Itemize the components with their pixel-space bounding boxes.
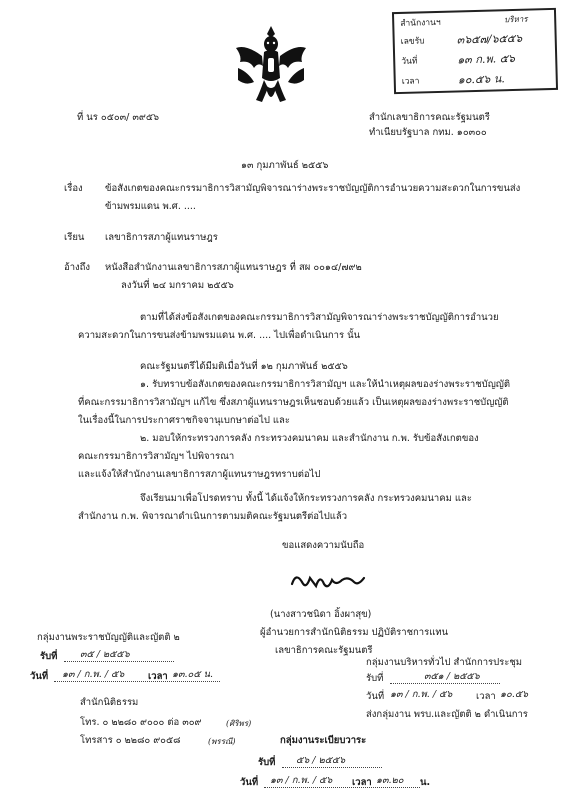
stamp-receipt-label: เลขรับ (400, 36, 425, 47)
right-stamp-title: กลุ่มงานบริหารทั่วไป สำนักการประชุม (366, 657, 523, 668)
bottom-stamp-title: กลุ่มงานระเบียบวาระ (280, 735, 367, 746)
left-stamp-recv-value: ๓๕ / ๒๕๕๖ (80, 649, 130, 660)
signer-title-line-1: ผู้อำนวยการสำนักนิติธรรม ปฏิบัติราชการแทน (260, 627, 449, 638)
left-stamp-date-line (54, 681, 220, 682)
stamp-date-value: ๑๓ ก.พ. ๕๖ (457, 51, 516, 67)
right-stamp-recv-value: ๓๕๑ / ๒๕๕๖ (424, 671, 480, 682)
garuda-emblem-icon (232, 22, 310, 112)
left-stamp-time-label: เวลา (148, 671, 168, 682)
footer-fax: โทรสาร ๐ ๒๒๘๐ ๙๐๕๘ (80, 735, 181, 746)
left-stamp-recv-label: รับที่ (40, 651, 58, 662)
right-stamp-recv-line (390, 683, 500, 684)
stamp-office: สำนักงานฯ (400, 17, 441, 29)
bottom-stamp-date-value: ๑๓ / ก.พ. / ๕๖ (270, 775, 333, 786)
stamp-time-value: ๑๐.๕๖ น. (457, 72, 505, 87)
subject-line-2: ข้ามพรมแดน พ.ศ. .... (105, 201, 196, 212)
bottom-stamp-date-label: วันที่ (240, 777, 259, 788)
body-paragraph-1-line-2: ความสะดวกในการขนส่งข้ามพรมแดน พ.ศ. .... ไปเพื่อดำเนินการ นั้น (78, 330, 361, 341)
agency-name: สำนักเลขาธิการคณะรัฐมนตรี (369, 112, 490, 123)
bottom-stamp-date-line (264, 787, 420, 788)
stamp-date-label: วันที่ (401, 56, 418, 67)
stamp-receipt-no: ๓๖๕๗/๖๕๕๖ (456, 31, 523, 47)
footer-tel-note: (ศิริพร) (226, 719, 252, 728)
item-2-line-1: ๒. มอบให้กระทรวงการคลัง กระทรวงคมนาคม และสำนักงาน ก.พ. รับข้อสังเกตของ (140, 433, 479, 444)
bottom-stamp-recv-label: รับที่ (258, 757, 276, 768)
right-stamp-date-value: ๑๓ / ก.พ. / ๕๖ (390, 689, 453, 700)
body-paragraph-3-line-2: สำนักงาน ก.พ. พิจารณาดำเนินการตามมติคณะรัฐมนตรีต่อไปแล้ว (78, 511, 348, 522)
bottom-stamp-time-value: ๑๓.๒๐ (376, 775, 404, 786)
item-2-line-2: คณะกรรมาธิการวิสามัญฯ ไปพิจารณา (78, 451, 235, 462)
bottom-stamp-recv-line (282, 767, 382, 768)
right-stamp-time-label: เวลา (476, 691, 496, 702)
letter-date: ๑๓ กุมภาพันธ์ ๒๕๕๖ (241, 160, 329, 171)
left-stamp-date-label: วันที่ (30, 671, 49, 682)
stamp-office-tag: บริหาร (504, 14, 528, 25)
left-stamp-time-value: ๑๓.๐๕ น. (172, 669, 214, 680)
bottom-stamp-time-unit: น. (420, 777, 431, 788)
right-stamp-forward: ส่งกลุ่มงาน พรบ.และญัตติ ๒ ดำเนินการ (366, 709, 528, 720)
signer-title-line-2: เลขาธิการคณะรัฐมนตรี (275, 645, 373, 656)
item-1-line-2: ที่คณะกรรมาธิการวิสามัญฯ แก้ไข ซึ่งสภาผู้แทนราษฎรเห็นชอบด้วยแล้ว เป็นเหตุผลของร่างพระราชบัญญัติ (78, 397, 509, 408)
reference-line-1: หนังสือสำนักงานเลขาธิการสภาผู้แทนราษฎร ที่ สผ ๐๐๑๔/๗๙๒ (105, 262, 362, 273)
left-stamp-date-value: ๑๓ / ก.พ. / ๕๖ (62, 669, 125, 680)
reference-line-2: ลงวันที่ ๒๔ มกราคม ๒๕๕๖ (121, 280, 234, 291)
left-stamp-title: กลุ่มงานพระราชบัญญัติและญัตติ ๒ (37, 632, 180, 643)
right-stamp-recv-label: รับที่ (366, 673, 384, 684)
item-1-line-3: ในเรื่องนี้ในการประกาศราชกิจจานุเบกษาต่อไป และ (78, 415, 290, 426)
body-paragraph-3-line-1: จึงเรียนมาเพื่อโปรดทราบ ทั้งนี้ ได้แจ้งให้กระทรวงการคลัง กระทรวงคมนาคม และ (140, 493, 472, 504)
recipient-value: เลขาธิการสภาผู้แทนราษฎร (105, 232, 218, 243)
item-1-line-1: ๑. รับทราบข้อสังเกตของคณะกรรมาธิการวิสามัญฯ และให้นำเหตุผลของร่างพระราชบัญญัติ (140, 379, 511, 390)
stamp-time-label: เวลา (401, 76, 420, 87)
closing-regards: ขอแสดงความนับถือ (282, 540, 365, 551)
footer-tel: โทร. ๐ ๒๒๘๐ ๙๐๐๐ ต่อ ๓๐๙ (80, 717, 202, 728)
reference-number: ที่ นร ๐๕๐๓/ ๓๙๕๖ (77, 112, 160, 123)
footer-fax-note: (พรรณี) (208, 737, 236, 746)
left-stamp-recv-line (64, 661, 174, 662)
signature-icon (288, 568, 368, 594)
footer-office: สำนักนิติธรรม (80, 697, 139, 708)
bottom-stamp-time-label: เวลา (352, 777, 372, 788)
subject-line-1: ข้อสังเกตของคณะกรรมาธิการวิสามัญพิจารณาร่างพระราชบัญญัติการอำนวยความสะดวกในการขนส่ง (105, 183, 521, 194)
signer-name: (นางสาวชนิดา อิ้งผาสุข) (270, 609, 372, 620)
recipient-label: เรียน (64, 232, 85, 243)
item-2-line-3: และแจ้งให้สำนักงานเลขาธิการสภาผู้แทนราษฎรทราบต่อไป (78, 469, 321, 480)
body-paragraph-1-line-1: ตามที่ได้ส่งข้อสังเกตของคณะกรรมาธิการวิสามัญพิจารณาร่างพระราชบัญญัติการอำนวย (140, 312, 499, 323)
agency-address: ทำเนียบรัฐบาล กทม. ๑๐๓๐๐ (369, 127, 487, 138)
reference-label: อ้างถึง (64, 262, 91, 273)
receipt-stamp (392, 8, 558, 94)
right-stamp-time-value: ๑๐.๕๖ (500, 689, 529, 700)
subject-label: เรื่อง (64, 183, 83, 194)
right-stamp-date-label: วันที่ (366, 691, 385, 702)
bottom-stamp-recv-value: ๕๖ / ๒๕๕๖ (296, 755, 346, 766)
body-paragraph-2: คณะรัฐมนตรีได้มีมติเมื่อวันที่ ๑๒ กุมภาพันธ์ ๒๕๕๖ (140, 361, 348, 372)
